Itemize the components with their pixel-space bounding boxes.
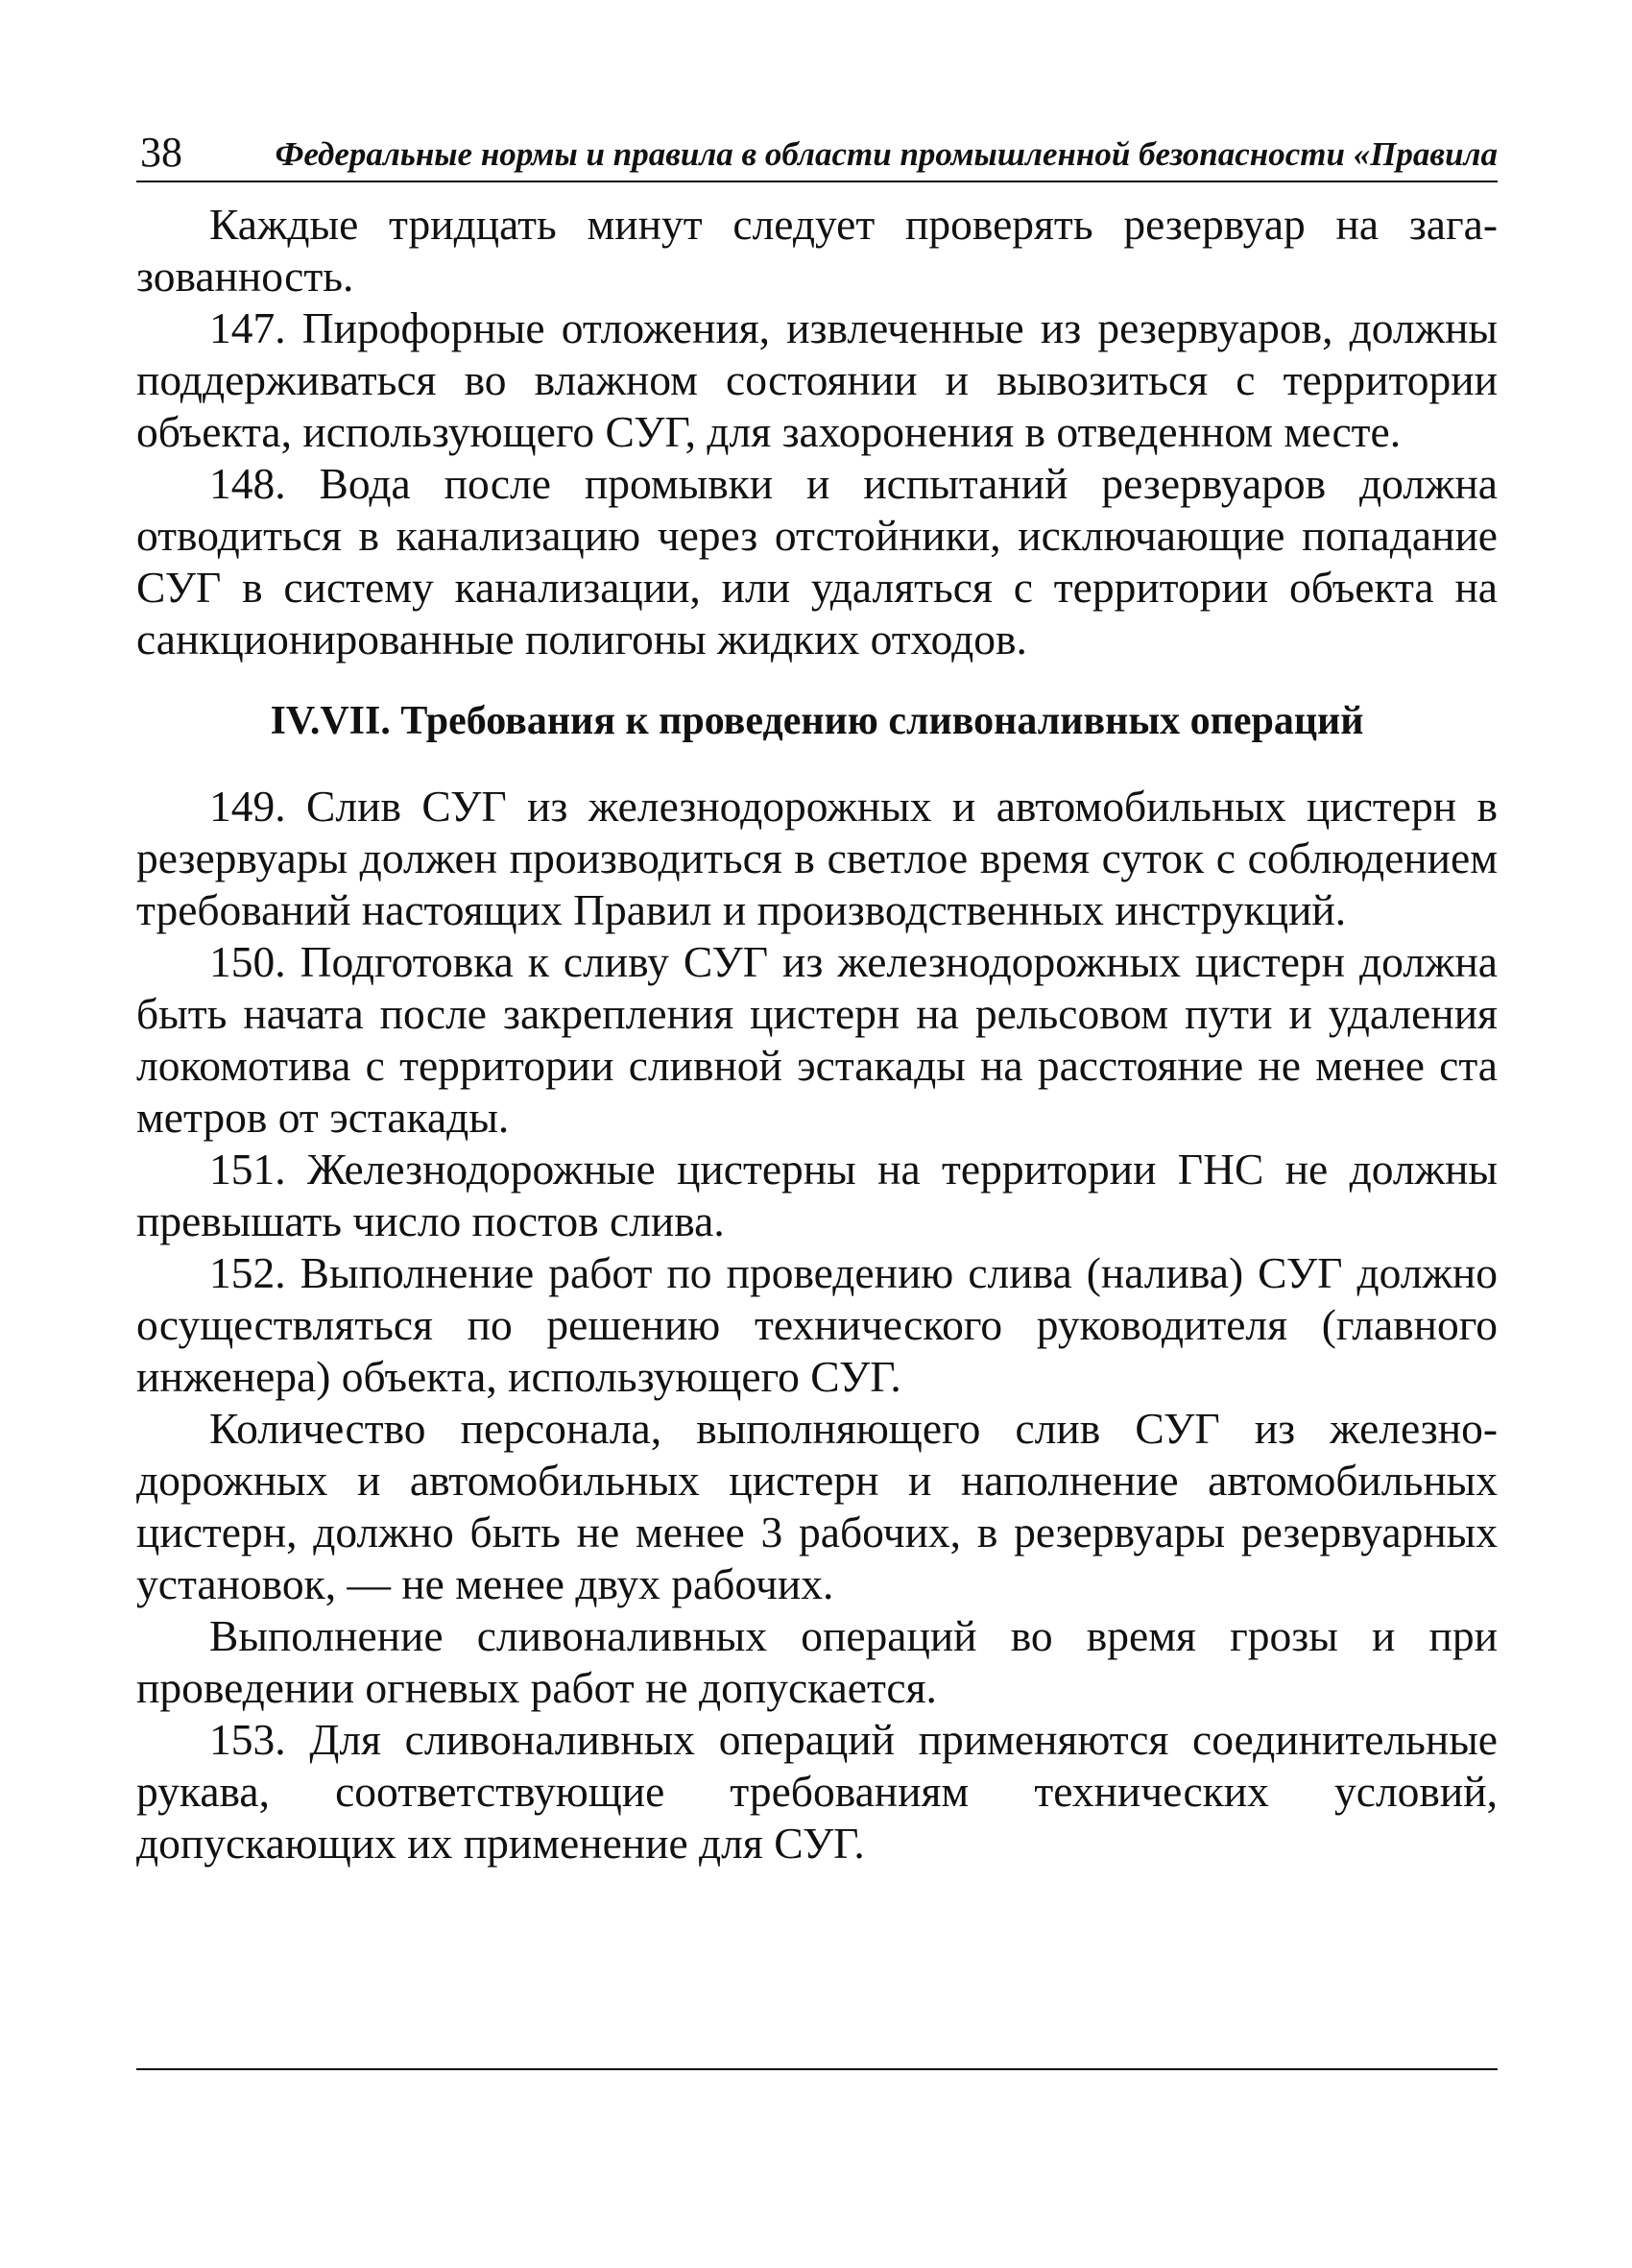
document-page [136, 0, 1498, 2268]
paragraph-personnel: Количество персонала, выполняющего слив СУГ из железнодорожных и автомобильных цистерн и наполнение автомобильных цистерн, должно быть не менее 3 рабочих, в резервуары резервуарных установок, — не менее двух рабочих. [136, 1404, 1498, 1608]
paragraph-149: 149. Слив СУГ из железнодорожных и автомобильных цистерн в резервуары должен производиться в светлое время суток с соблюдением требований настоящих Правил и производственных инструкций. [136, 782, 1498, 934]
running-header [136, 123, 1498, 182]
paragraph-147: 147. Пирофорные отложения, извлеченные из резервуаров, должны поддерживаться во влажном состоянии и вывозиться с территории объекта, использующего СУГ, для захоронения в отведенном месте. [136, 303, 1498, 456]
page-number: 38 [140, 129, 182, 176]
paragraph-148: 148. Вода после промывки и испытаний резервуаров должна отводиться в канализацию через отстойники, исключающие попадание СУГ в систему канализации, или удаляться с территории объекта на санкционированные полигоны жидких отходов. [136, 459, 1498, 664]
paragraph-152: 152. Выполнение работ по проведению слива (налива) СУГ должно осуществляться по решению технического руководителя (главного инженера) объекта, использующего СУГ. [136, 1248, 1498, 1401]
section-heading: IV.VII. Требования к проведению сливоналивных операций [270, 699, 1364, 743]
paragraph-153: 153. Для сливоналивных операций применяются соединительные рукава, соответствующие требованиям технических условий, допускающих их применение для СУГ. [136, 1715, 1498, 1868]
paragraph-151: 151. Железнодорожные цистерны на территории ГНС не должны превышать число постов слива. [136, 1145, 1498, 1245]
paragraph: Каждые тридцать минут следует проверять резервуар на загазованность. [136, 200, 1498, 301]
paragraph-150: 150. Подготовка к сливу СУГ из железнодорожных цистерн должна быть начата после закрепления цистерн на рельсовом пути и удаления локомотива с территории сливной эстакады на расстояние не менее ста метров от эстакады. [136, 937, 1498, 1142]
paragraph-thunderstorm: Выполнение сливоналивных операций во время грозы и при проведении огневых работ не допускается. [136, 1611, 1498, 1712]
body-text [136, 199, 1498, 1870]
running-title: Федеральные нормы и правила в области промышленной безопасности «Правила [275, 135, 1498, 173]
bottom-rule [136, 2068, 1498, 2070]
